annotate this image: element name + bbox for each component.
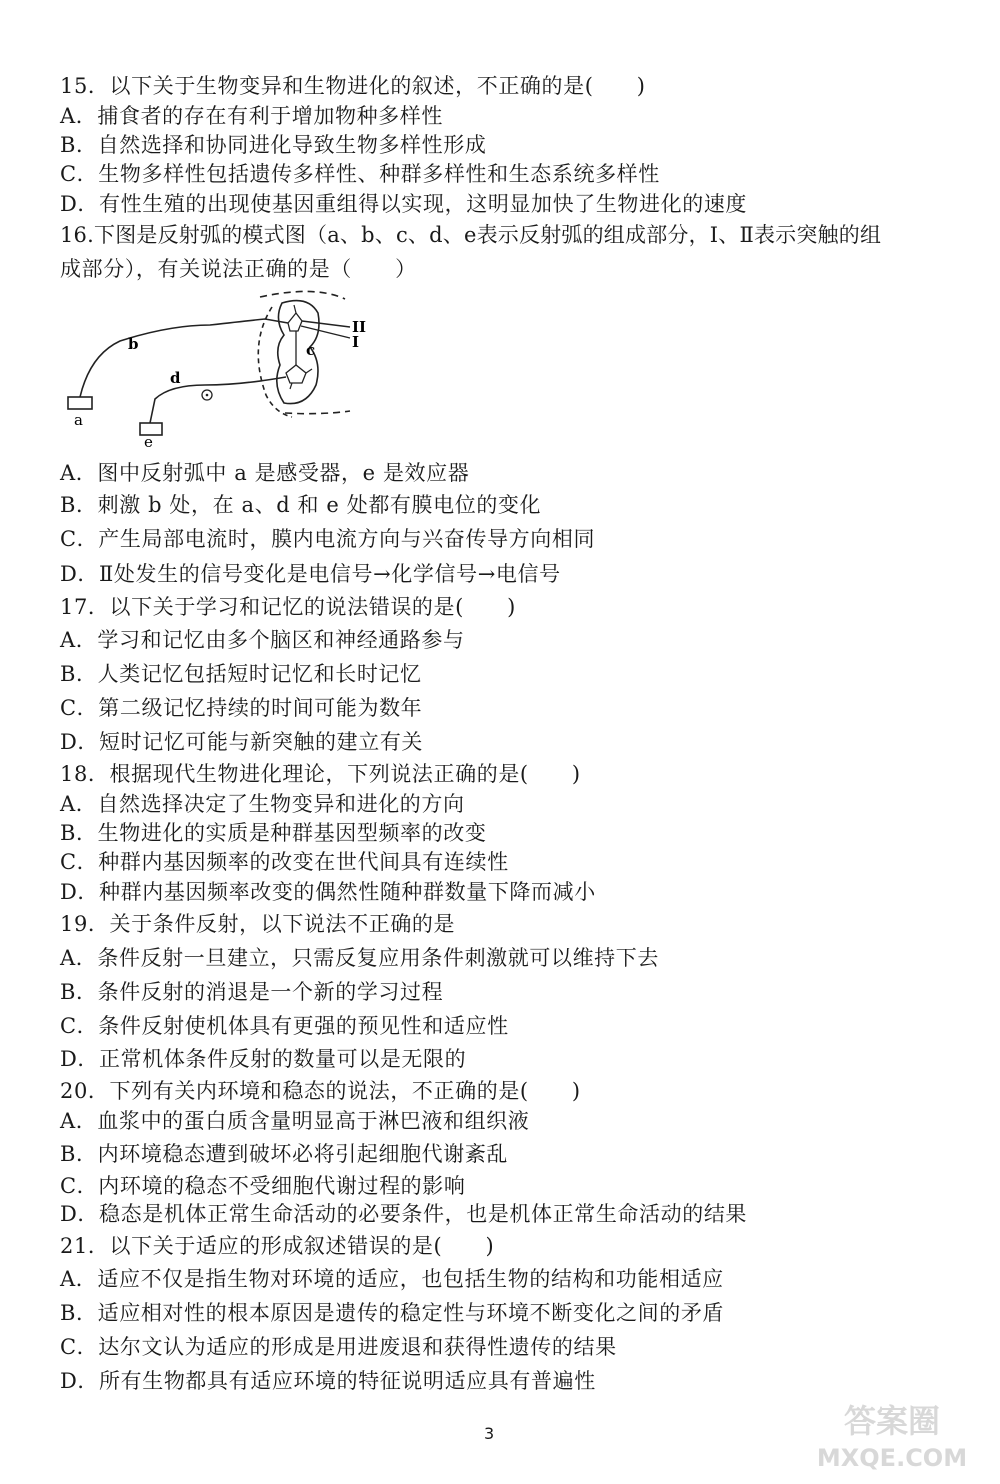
question-16-stem-line2: 成部分），有关说法正确的是（ ） [60,257,417,281]
question-16-option-b: B．刺激 b 处，在 a、d 和 e 处都有膜电位的变化 [60,493,542,517]
diagram-label-II: II [352,318,367,336]
question-18-option-c: C．种群内基因频率的改变在世代间具有连续性 [60,850,509,874]
question-17-option-c: C．第二级记忆持续的时间可能为数年 [60,696,423,720]
question-20-option-c: C．内环境的稳态不受细胞代谢过程的影响 [60,1174,466,1198]
question-16-option-c: C．产生局部电流时，膜内电流方向与兴奋传导方向相同 [60,527,596,551]
receptor-box-a [68,397,92,409]
question-19-option-c: C．条件反射使机体具有更强的预见性和适应性 [60,1014,509,1038]
question-21-option-a: A．适应不仅是指生物对环境的适应，也包括生物的结构和功能相适应 [60,1267,724,1291]
page-number: 3 [484,1424,495,1443]
question-19-stem: 19．关于条件反射，以下说法不正确的是 [60,912,456,936]
question-18-option-b: B．生物进化的实质是种群基因型频率的改变 [60,821,487,845]
question-16-option-d: D．Ⅱ处发生的信号变化是电信号→化学信号→电信号 [60,562,561,586]
diagram-label-b: b [128,335,139,353]
question-15-option-c: C．生物多样性包括遗传多样性、种群多样性和生态系统多样性 [60,162,660,186]
question-15-option-a: A．捕食者的存在有利于增加物种多样性 [60,104,443,128]
question-21-stem: 21．以下关于适应的形成叙述错误的是( ) [60,1234,495,1258]
question-17-option-a: A．学习和记忆由多个脑区和神经通路参与 [60,628,465,652]
watermark-line2: MXQE.COM [816,1444,968,1472]
question-17-stem: 17．以下关于学习和记忆的说法错误的是( ) [60,595,516,619]
watermark-logo [802,1396,982,1474]
question-20-option-b: B．内环境稳态遭到破坏必将引起细胞代谢紊乱 [60,1142,509,1166]
question-19-option-a: A．条件反射一旦建立，只需反复应用条件刺激就可以维持下去 [60,946,659,970]
diagram-label-d: d [170,369,181,387]
question-20-option-a: A．血浆中的蛋白质含量明显高于淋巴液和组织液 [60,1109,530,1133]
watermark-line1: 答案圈 [843,1402,941,1440]
question-19-option-d: D．正常机体条件反射的数量可以是无限的 [60,1047,467,1071]
question-17-option-d: D．短时记忆可能与新突触的建立有关 [60,730,424,754]
question-15-stem: 15．以下关于生物变异和生物进化的叙述，不正确的是( ) [60,74,646,98]
question-15-option-d: D．有性生殖的出现使基因重组得以实现，这明显加快了生物进化的速度 [60,192,748,216]
diagram-label-I: I [352,333,360,351]
question-16-stem-line1: 16.下图是反射弧的模式图（a、b、c、d、e表示反射弧的组成部分，Ⅰ、Ⅱ表示突触的组 [60,223,882,247]
question-18-stem: 18．根据现代生物进化理论，下列说法正确的是( ) [60,762,581,786]
question-20-stem: 20．下列有关内环境和稳态的说法，不正确的是( ) [60,1079,581,1103]
question-21-option-d: D．所有生物都具有适应环境的特征说明适应具有普遍性 [60,1369,596,1393]
question-17-option-b: B．人类记忆包括短时记忆和长时记忆 [60,662,422,686]
question-18-option-a: A．自然选择决定了生物变异和进化的方向 [60,792,465,816]
question-20-option-d: D．稳态是机体正常生命活动的必要条件，也是机体正常生命活动的结果 [60,1202,748,1226]
diagram-label-c: c [306,341,316,359]
question-21-option-b: B．适应相对性的根本原因是遗传的稳定性与环境不断变化之间的矛盾 [60,1301,725,1325]
question-16-option-a: A．图中反射弧中 a 是感受器，e 是效应器 [60,461,470,485]
question-19-option-b: B．条件反射的消退是一个新的学习过程 [60,980,444,1004]
reflex-arc-diagram [60,285,380,450]
diagram-label-e: e [144,433,153,450]
question-15-option-b: B．自然选择和协同进化导致生物多样性形成 [60,133,487,157]
question-18-option-d: D．种群内基因频率改变的偶然性随种群数量下降而减小 [60,880,596,904]
question-21-option-c: C．达尔文认为适应的形成是用进废退和获得性遗传的结果 [60,1335,617,1359]
diagram-label-a: a [74,411,83,429]
